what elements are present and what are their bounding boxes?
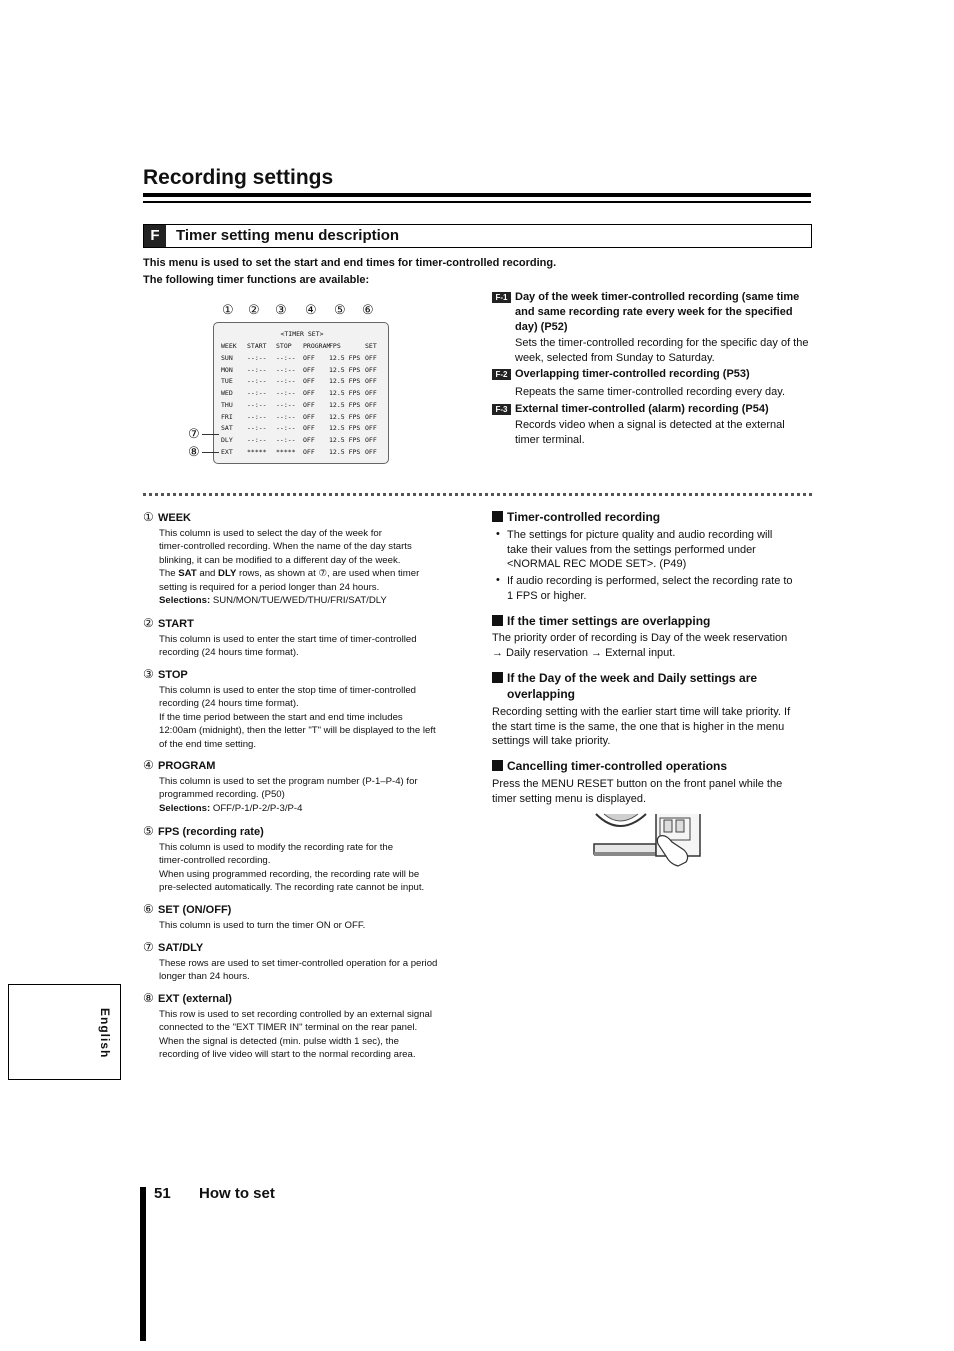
- day-daily-overlap-heading: [492, 670, 812, 702]
- screen-cell: WED: [221, 389, 233, 398]
- screen-cell: OFF: [365, 365, 377, 374]
- body-line: Press the MENU RESET button on the front panel while the: [492, 778, 783, 790]
- cancelling-body: [492, 777, 812, 806]
- bullet-line: The settings for picture quality and audio recording will: [507, 529, 773, 541]
- body-line: The priority order of recording is Day of the week reservation: [492, 632, 788, 644]
- screen-cell: MON: [221, 365, 233, 374]
- screen-cell: OFF: [303, 400, 315, 409]
- title-rule-thin: [143, 201, 811, 203]
- figure-number-6: ⑥: [362, 302, 374, 317]
- item-stop-line: 12:00am (midnight), then the letter "T" will be displayed to the left: [159, 725, 436, 737]
- heading-text: overlapping: [507, 687, 576, 701]
- screen-cell: --:--: [276, 412, 296, 421]
- bullet-text-1: [507, 528, 812, 572]
- panel-edge: [594, 852, 656, 856]
- item-stop-heading: [143, 667, 188, 681]
- item-satdly-title: SAT/DLY: [158, 942, 204, 954]
- item-program-selections: [159, 802, 464, 815]
- screen-cell: 12.5 FPS: [329, 377, 361, 386]
- screen-cell: PROGRAM: [303, 342, 331, 350]
- figure-number-3: ③: [275, 302, 287, 317]
- item-set-heading: [143, 902, 231, 916]
- screen-cell: DLY: [221, 435, 233, 444]
- callout-8-line: [202, 452, 219, 453]
- selections-value: SUN/MON/TUE/WED/THU/FRI/SAT/DLY: [212, 595, 387, 607]
- footer-label: How to set: [199, 1185, 275, 1202]
- screen-cell: OFF: [303, 447, 315, 456]
- body-line: the start time is the same, the one that is higher in the menu: [492, 720, 785, 733]
- screen-cell: OFF: [365, 354, 377, 362]
- intro-text-2: The following timer functions are available:: [143, 274, 370, 286]
- item-fps-line: This column is used to modify the recording rate for the: [159, 842, 394, 853]
- screen-cell: 12.5 FPS: [329, 389, 361, 398]
- body-line: Recording setting with the earlier start time will take priority. If: [492, 706, 791, 718]
- screen-cell: --:--: [276, 377, 296, 386]
- item-satdly-number: ⑦: [143, 940, 154, 954]
- figure-number-2: ②: [248, 302, 260, 317]
- screen-cell: EXT: [221, 447, 233, 456]
- screen-cell: OFF: [303, 354, 315, 362]
- function-badge-f2: F-2: [492, 369, 511, 380]
- function-title-f3: External timer-controlled (alarm) recording (P54): [515, 403, 769, 415]
- item-satdly-line: longer than 24 hours.: [159, 971, 250, 983]
- item-fps-number: ⑤: [143, 824, 154, 838]
- front-panel-illustration: [592, 812, 704, 868]
- screen-cell: 12.5 FPS: [329, 424, 361, 433]
- item-start-number: ②: [143, 616, 154, 630]
- body-line: settings will take priority.: [492, 735, 611, 748]
- screen-cell: 12.5 FPS: [329, 354, 361, 362]
- item-program-number: ④: [143, 758, 154, 772]
- screen-cell: OFF: [365, 435, 377, 444]
- item-set-line: This column is used to turn the timer ON or OFF.: [159, 920, 366, 931]
- heading-text: Timer-controlled recording: [507, 510, 661, 524]
- screen-cell: SUN: [221, 354, 233, 362]
- bullet-text-2: [507, 574, 812, 603]
- screen-cell: --:--: [276, 435, 296, 444]
- panel-button: [676, 820, 684, 832]
- screen-cell: OFF: [303, 435, 315, 444]
- screen-cell: WEEK: [221, 342, 237, 350]
- screen-cell: --:--: [276, 389, 296, 398]
- item-ext-line: When the signal is detected (min. pulse width 1 sec), the: [159, 1035, 399, 1047]
- item-week-title: WEEK: [158, 512, 191, 524]
- screen-cell: SET: [365, 342, 377, 350]
- dial-inner: [604, 814, 638, 821]
- screen-cell: STOP: [276, 342, 292, 350]
- screen-cell: OFF: [365, 424, 377, 433]
- screen-cell: SAT: [221, 424, 233, 433]
- function-desc-f3: Records video when a signal is detected at the external timer terminal.: [515, 419, 785, 446]
- screen-cell: --:--: [276, 424, 296, 433]
- bullet-icon: •: [496, 528, 500, 540]
- item-stop-line: of the end time setting.: [159, 738, 257, 750]
- heading-text: Cancelling timer-controlled operations: [507, 759, 728, 773]
- item-week-number: ①: [143, 510, 154, 524]
- item-program-body: [159, 775, 464, 815]
- screen-cell: *****: [247, 447, 267, 456]
- page-number: 51: [154, 1185, 171, 1202]
- screen-cell: OFF: [365, 389, 377, 398]
- selections-value: OFF/P-1/P-2/P-3/P-4: [212, 802, 303, 814]
- heading-text: If the Day of the week and Daily settings are: [507, 671, 758, 685]
- item-satdly-line: These rows are used to set timer-controlled operation for a period: [159, 958, 438, 969]
- screen-cell: OFF: [303, 389, 315, 398]
- screen-cell: OFF: [365, 377, 377, 386]
- screen-cell: --:--: [247, 424, 267, 433]
- item-stop-line: recording (24 hours time format).: [159, 698, 299, 710]
- overlapping-body: [492, 631, 812, 660]
- section-title: Timer setting menu description: [176, 227, 400, 244]
- item-start-body: [159, 633, 464, 660]
- screen-cell: *****: [276, 447, 296, 456]
- screen-cell: --:--: [276, 354, 296, 362]
- day-daily-overlap-body: [492, 705, 812, 749]
- screen-cell: OFF: [365, 447, 377, 456]
- item-stop-number: ③: [143, 667, 154, 681]
- item-fps-body: [159, 841, 464, 895]
- dotted-divider: [143, 493, 812, 496]
- section-letter-badge: F: [144, 225, 166, 247]
- item-satdly-heading: [143, 940, 203, 954]
- item-stop-title: STOP: [158, 669, 188, 681]
- section-header: [143, 224, 812, 248]
- item-week-body: [159, 527, 464, 607]
- item-week-heading: [143, 510, 191, 524]
- screen-cell: 12.5 FPS: [329, 435, 361, 444]
- square-bullet-icon: [492, 615, 503, 626]
- screen-cell: OFF: [365, 400, 377, 409]
- page-title: Recording settings: [143, 166, 334, 189]
- item-program-line: This column is used to set the program number (P-1–P-4) for: [159, 776, 418, 787]
- screen-cell: --:--: [247, 365, 267, 374]
- bullet-line: If audio recording is performed, select the recording rate to: [507, 575, 793, 587]
- screen-cell: --:--: [276, 400, 296, 409]
- screen-cell: --:--: [247, 377, 267, 386]
- selections-label: Selections:: [159, 595, 211, 607]
- callout-7-line: [202, 434, 219, 435]
- screen-cell: TUE: [221, 377, 233, 386]
- function-title-f2: Overlapping timer-controlled recording (P53): [515, 368, 750, 380]
- item-ext-line: connected to the "EXT TIMER IN" terminal on the rear panel.: [159, 1022, 418, 1034]
- screen-cell: THU: [221, 400, 233, 409]
- timer-controlled-recording-heading: [492, 509, 812, 525]
- item-week-line: setting is required for a period longer than 24 hours.: [159, 581, 380, 593]
- item-ext-body: [159, 1008, 464, 1062]
- screen-cell: --:--: [247, 412, 267, 421]
- item-program-title: PROGRAM: [158, 760, 216, 772]
- screen-cell: --:--: [247, 389, 267, 398]
- screen-cell: 12.5 FPS: [329, 400, 361, 409]
- heading-text: If the timer settings are overlapping: [507, 614, 711, 628]
- item-start-title: START: [158, 618, 194, 630]
- item-stop-line: This column is used to enter the stop time of timer-controlled: [159, 685, 417, 696]
- screen-cell: OFF: [303, 412, 315, 421]
- function-title-f1: Day of the week timer-controlled recording (same time and same recording rate every week for the specified day) (P52): [515, 291, 800, 333]
- screen-cell: OFF: [365, 412, 377, 421]
- body-line: timer setting menu is displayed.: [492, 792, 647, 805]
- item-week-line: blinking, it can be modified to a different day of the week.: [159, 554, 401, 566]
- square-bullet-icon: [492, 760, 503, 771]
- menu-reset-button: [664, 820, 672, 832]
- item-fps-line: timer-controlled recording.: [159, 855, 271, 867]
- item-ext-line: recording of live video will start to the normal recording area.: [159, 1049, 416, 1061]
- item-set-number: ⑥: [143, 902, 154, 916]
- screen-cell: START: [247, 342, 267, 350]
- item-ext-line: This row is used to set recording controlled by an external signal: [159, 1009, 433, 1020]
- footer-bar: [140, 1187, 146, 1341]
- item-week-line: The SAT and DLY rows, as shown at ⑦, are used when timer: [159, 568, 420, 580]
- body-line: → Daily reservation → External input.: [492, 646, 676, 659]
- function-desc-f2: Repeats the same timer-controlled recording every day.: [515, 386, 786, 398]
- function-badge-f3: F-3: [492, 404, 511, 415]
- item-fps-line: pre-selected automatically. The recording rate cannot be input.: [159, 882, 425, 894]
- item-set-title: SET (ON/OFF): [158, 904, 232, 916]
- item-start-line: recording (24 hours time format).: [159, 647, 299, 659]
- callout-8: ⑧: [188, 444, 200, 459]
- item-program-heading: [143, 758, 215, 772]
- screen-cell: FPS: [329, 342, 341, 350]
- language-label: English: [98, 1008, 112, 1059]
- screen-cell: 12.5 FPS: [329, 412, 361, 421]
- item-stop-body: [159, 684, 464, 751]
- square-bullet-icon: [492, 672, 503, 683]
- callout-7: ⑦: [188, 426, 200, 441]
- screen-cell: --:--: [276, 365, 296, 374]
- item-fps-title: FPS (recording rate): [158, 826, 264, 838]
- item-fps-heading: [143, 824, 264, 838]
- function-badge-f1: F-1: [492, 292, 511, 303]
- item-week-selections: [159, 594, 464, 607]
- title-rule: [143, 193, 811, 197]
- screen-cell: FRI: [221, 412, 233, 421]
- bullet-line: take their values from the settings performed under: [507, 543, 756, 556]
- screen-cell: 12.5 FPS: [329, 447, 361, 456]
- item-satdly-body: [159, 957, 464, 984]
- screen-cell: --:--: [247, 354, 267, 362]
- screen-cell: --:--: [247, 435, 267, 444]
- figure-number-1: ①: [222, 302, 234, 317]
- timer-set-screen: [213, 322, 389, 464]
- figure-number-4: ④: [305, 302, 317, 317]
- screen-title: <TIMER SET>: [280, 330, 324, 338]
- item-stop-line: If the time period between the start and end time includes: [159, 711, 403, 723]
- item-week-line: timer-controlled recording. When the name of the day starts: [159, 541, 412, 553]
- screen-cell: 12.5 FPS: [329, 365, 361, 374]
- item-start-line: This column is used to enter the start time of timer-controlled: [159, 634, 417, 645]
- screen-cell: --:--: [247, 400, 267, 409]
- item-ext-heading: [143, 991, 232, 1005]
- item-fps-line: When using programmed recording, the recording rate will be: [159, 868, 420, 880]
- screen-cell: OFF: [303, 365, 315, 374]
- item-ext-number: ⑧: [143, 991, 154, 1005]
- item-set-body: [159, 919, 464, 932]
- square-bullet-icon: [492, 511, 503, 522]
- intro-text-1: This menu is used to set the start and end times for timer-controlled recording.: [143, 257, 557, 269]
- cancelling-heading: [492, 758, 812, 774]
- bullet-line: 1 FPS or higher.: [507, 589, 587, 602]
- function-desc-f1: Sets the timer-controlled recording for the specific day of the week, selected from Sunday to Saturday.: [515, 337, 809, 364]
- figure-number-5: ⑤: [334, 302, 346, 317]
- selections-label: Selections:: [159, 802, 211, 814]
- item-start-heading: [143, 616, 194, 630]
- screen-cell: OFF: [303, 424, 315, 433]
- item-ext-title: EXT (external): [158, 993, 232, 1005]
- bullet-icon: •: [496, 574, 500, 586]
- item-week-line: This column is used to select the day of the week for: [159, 528, 382, 539]
- overlapping-heading: [492, 613, 812, 629]
- bullet-line: <NORMAL REC MODE SET>. (P49): [507, 558, 687, 571]
- item-program-line: programmed recording. (P50): [159, 789, 285, 801]
- screen-cell: OFF: [303, 377, 315, 386]
